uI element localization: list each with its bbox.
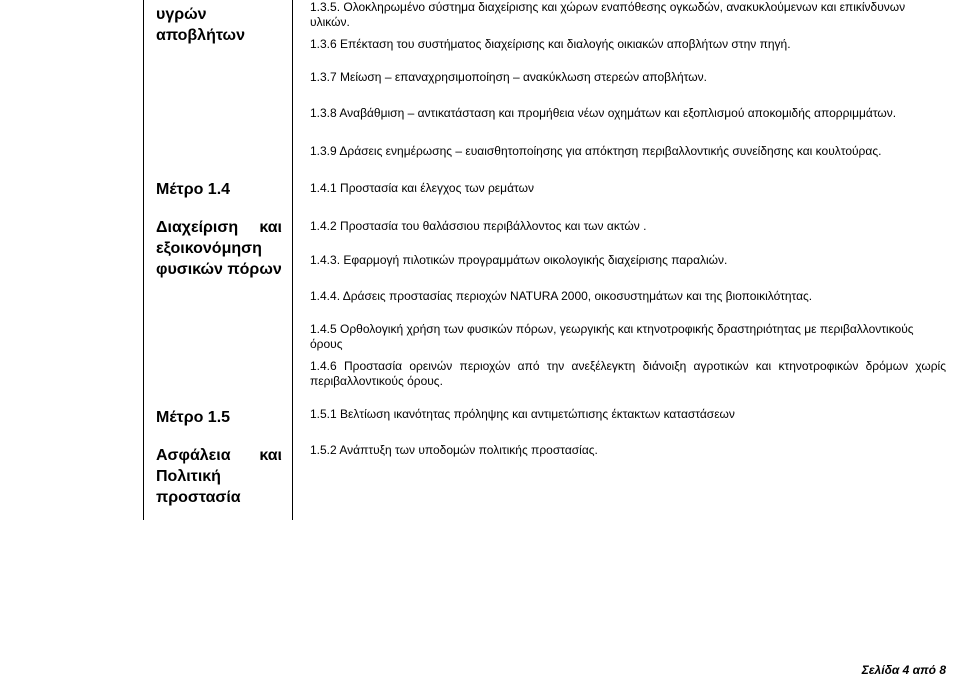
- measure-title-line: Πολιτική: [156, 468, 221, 485]
- measure-title-line: προστασία: [156, 489, 241, 506]
- measure-title-line: Ασφάλεια και: [156, 447, 282, 464]
- measure-column: [143, 0, 293, 520]
- measure-title-line: Διαχείριση και: [156, 219, 282, 236]
- measure-title-line: φυσικών πόρων: [156, 261, 282, 278]
- action-item: 1.4.3. Εφαρμογή πιλοτικών προγραμμάτων οικολογικής διαχείρισης παραλιών.: [310, 253, 728, 267]
- action-item: 1.3.6 Επέκταση του συστήματος διαχείρισης και διαλογής οικιακών αποβλήτων στην πηγή.: [310, 37, 791, 51]
- measure-block-1-5: [156, 407, 282, 508]
- measure-block-1-4: [156, 179, 282, 280]
- action-item: 1.4.5 Ορθολογική χρήση των φυσικών πόρων, γεωργικής και κτηνοτροφικής δραστηριότητας με περιβαλλοντικούς όρους: [310, 322, 914, 351]
- measure-block-1-3: [156, 4, 282, 46]
- action-item: 1.5.2 Ανάπτυξη των υποδομών πολιτικής προστασίας.: [310, 443, 598, 457]
- measure-number: Μέτρο 1.5: [156, 409, 231, 426]
- page-number: Σελίδα 4 από 8: [861, 663, 946, 677]
- action-item: 1.3.9 Δράσεις ενημέρωσης – ευαισθητοποίησης για απόκτηση περιβαλλοντικής συνείδησης και κουλτούρας.: [310, 144, 882, 158]
- action-item: 1.4.6 Προστασία ορεινών περιοχών από την ανεξέλεγκτη διάνοιξη αγροτικών και κτηνοτροφικών δρόμων χωρίς περιβαλλοντικούς όρους.: [310, 359, 946, 388]
- action-item: 1.5.1 Βελτίωση ικανότητας πρόληψης και αντιμετώπισης έκτακτων καταστάσεων: [310, 407, 735, 421]
- measure-title-line: αποβλήτων: [156, 27, 245, 44]
- measure-title-line: εξοικονόμηση: [156, 240, 262, 257]
- action-item: 1.3.8 Αναβάθμιση – αντικατάσταση και προμήθεια νέων οχημάτων και εξοπλισμού αποκομιδής απορριμμάτων.: [310, 106, 897, 120]
- action-item: 1.4.2 Προστασία του θαλάσσιου περιβάλλοντος και των ακτών .: [310, 219, 647, 233]
- measure-title-line: υγρών: [156, 6, 207, 23]
- action-item: 1.3.7 Μείωση – επαναχρησιμοποίηση – ανακύκλωση στερεών αποβλήτων.: [310, 70, 707, 84]
- action-item: 1.4.1 Προστασία και έλεγχος των ρεμάτων: [310, 181, 534, 195]
- action-item: 1.3.5. Ολοκληρωμένο σύστημα διαχείρισης και χώρων εναπόθεσης ογκωδών, ανακυκλούμενων και επικίνδυνων υλικών.: [310, 0, 906, 29]
- measure-number: Μέτρο 1.4: [156, 181, 231, 198]
- action-item: 1.4.4. Δράσεις προστασίας περιοχών NATURA 2000, οικοσυστημάτων και της βιοποικιλότητας.: [310, 289, 813, 303]
